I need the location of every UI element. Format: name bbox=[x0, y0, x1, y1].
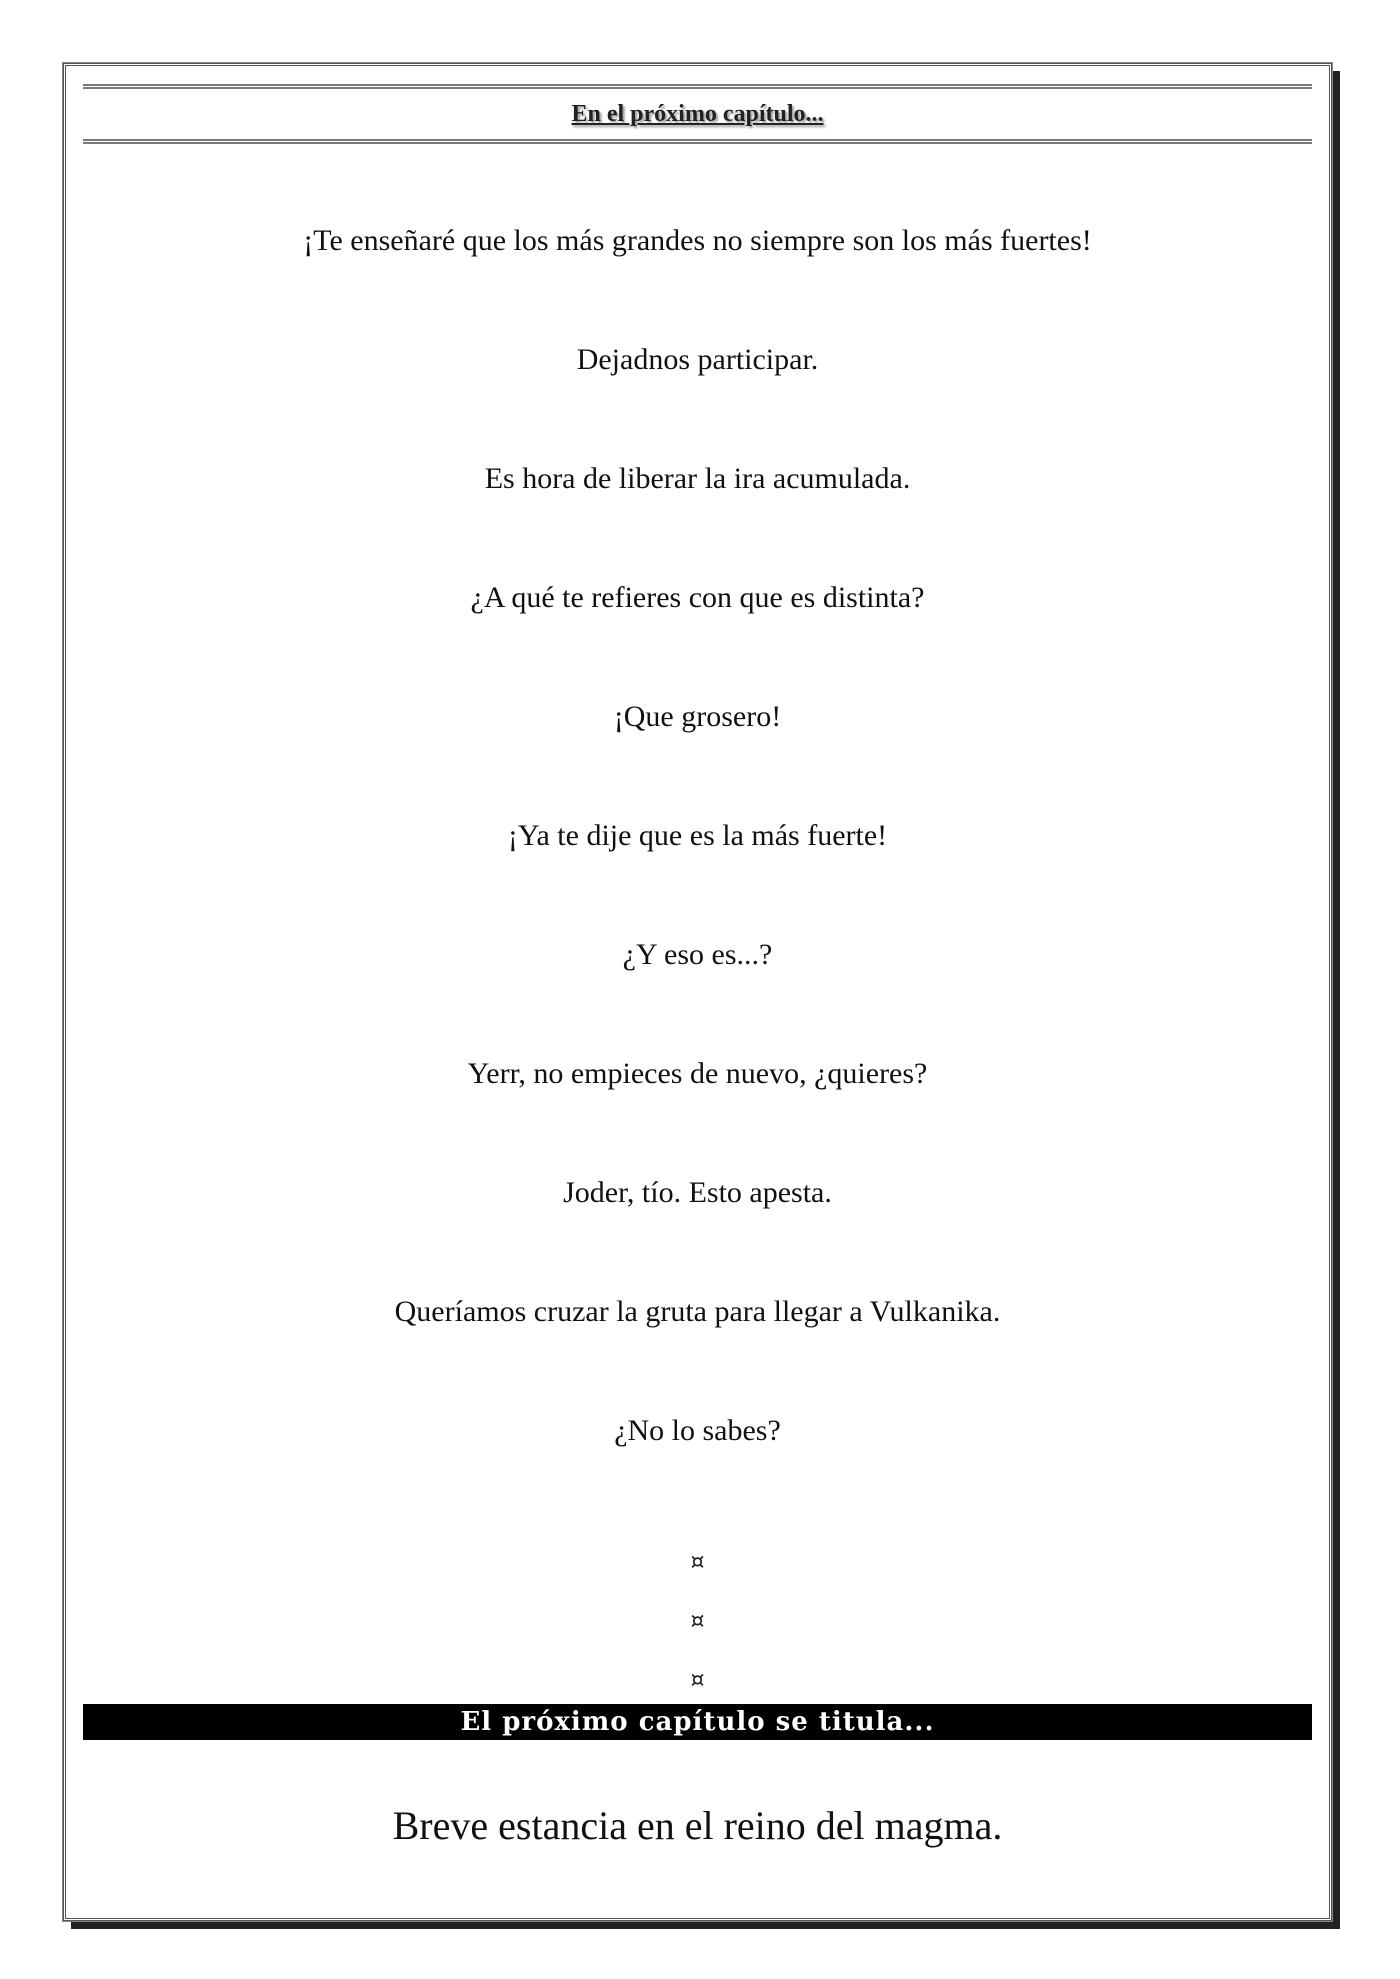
next-chapter-title: Breve estancia en el reino del magma. bbox=[392, 1803, 1003, 1848]
next-chapter-banner-text: El próximo capítulo se titula... bbox=[460, 1707, 935, 1737]
preview-line: Es hora de liberar la ira acumulada. bbox=[484, 462, 911, 495]
separator-glyph: ¤ bbox=[690, 1609, 705, 1634]
header-title: En el próximo capítulo... bbox=[571, 100, 824, 127]
preview-line: ¡Ya te dije que es la más fuerte! bbox=[507, 819, 888, 852]
separator-group bbox=[66, 1533, 1329, 1710]
page-frame bbox=[63, 63, 1332, 1921]
preview-line: Yerr, no empieces de nuevo, ¿quieres? bbox=[467, 1057, 928, 1090]
preview-line: ¡Que grosero! bbox=[613, 700, 782, 733]
preview-line: ¿Y eso es...? bbox=[622, 938, 773, 971]
separator-glyph: ¤ bbox=[690, 1668, 705, 1693]
preview-line: Joder, tío. Esto apesta. bbox=[563, 1176, 832, 1209]
preview-line: ¿No lo sabes? bbox=[614, 1414, 781, 1447]
preview-line: Dejadnos participar. bbox=[576, 343, 819, 376]
separator-glyph: ¤ bbox=[690, 1550, 705, 1575]
preview-line: ¿A qué te refieres con que es distinta? bbox=[470, 581, 925, 614]
preview-line: Queríamos cruzar la gruta para llegar a Vulkanika. bbox=[394, 1295, 1001, 1328]
header-band bbox=[83, 84, 1312, 144]
preview-lines bbox=[66, 216, 1329, 1525]
preview-line: ¡Te enseñaré que los más grandes no siempre son los más fuertes! bbox=[303, 224, 1092, 257]
next-chapter-banner bbox=[83, 1704, 1312, 1740]
